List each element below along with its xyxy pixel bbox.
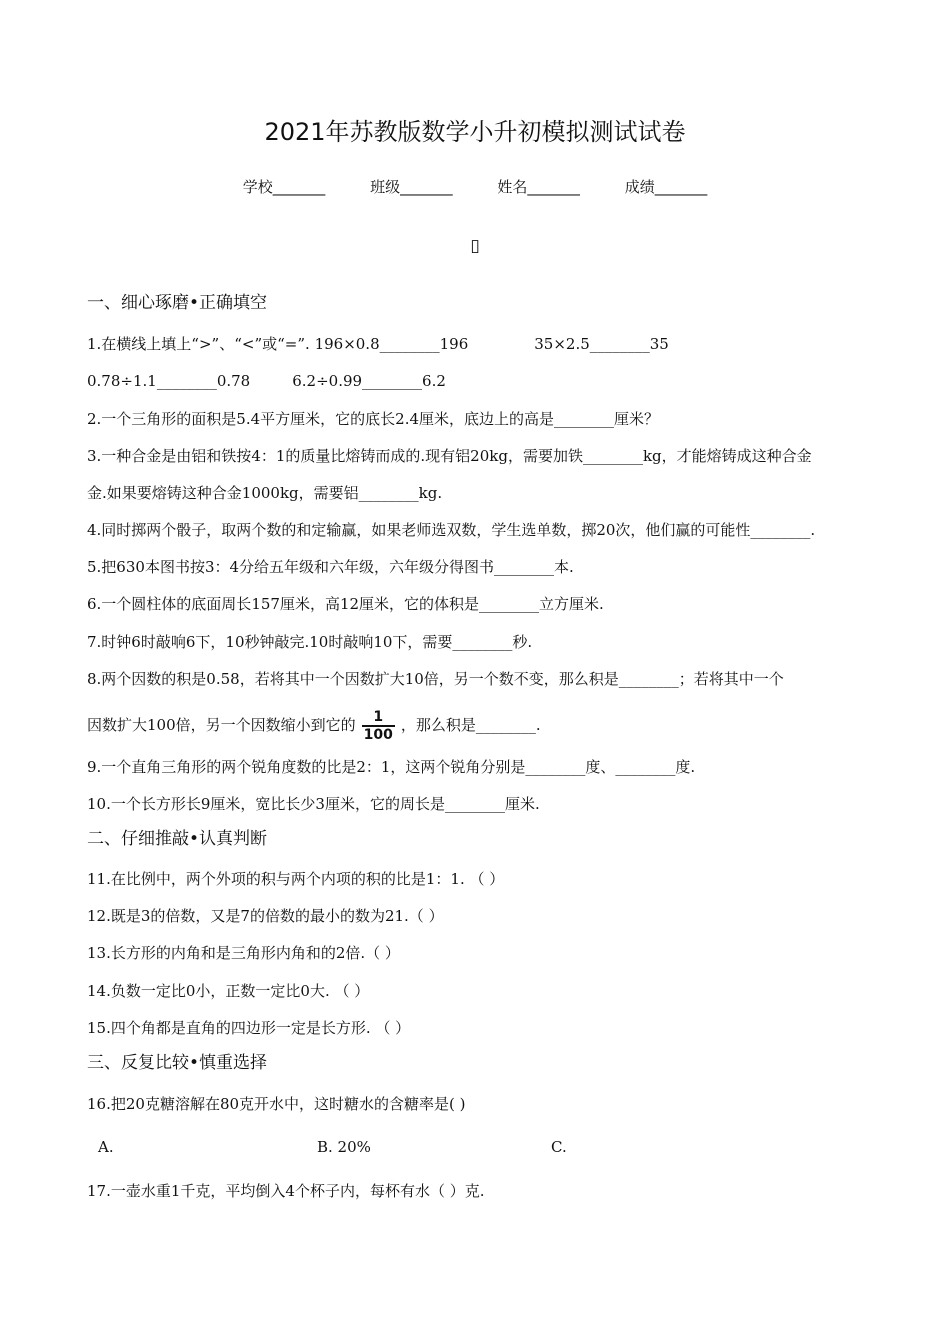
question-8-line-2 — [87, 708, 868, 742]
school-field: 学校_______ — [242, 178, 326, 196]
question-1b: 35×2.5________35 — [534, 335, 669, 353]
question-16-option-a: A. — [98, 1138, 114, 1156]
question-15: 15.四个角都是直角的四边形一定是长方形. （ ） — [87, 1019, 411, 1037]
question-1c: 0.78÷1.1________0.78 — [87, 372, 251, 390]
question-10: 10.一个长方形长9厘米，宽比长少3厘米，它的周长是________厘米. — [87, 795, 540, 813]
question-6: 6.一个圆柱体的底面周长157厘米，高12厘米，它的体积是________立方厘米. — [87, 595, 604, 613]
section-heading-multiple-choice: 三、反复比较•慎重选择 — [87, 1053, 268, 1073]
question-8b-prefix: 因数扩大100倍，另一个因数缩小到它的 — [87, 716, 356, 734]
score-field: 成绩_______ — [624, 178, 708, 196]
question-11: 11.在比例中，两个外项的积与两个内项的积的比是1：1. （ ） — [87, 870, 505, 888]
question-3-line-2: 金.如果要熔铸这种合金1000kg，需要铝________kg. — [87, 484, 443, 502]
question-8-line-1: 8.两个因数的积是0.58，若将其中一个因数扩大10倍，另一个数不变，那么积是________；若将其中一个 — [87, 670, 784, 688]
question-1d: 6.2÷0.99________6.2 — [292, 372, 446, 390]
question-4: 4.同时掷两个骰子，取两个数的和定输赢，如果老师选双数，学生选单数，掷20次，他们赢的可能性________. — [87, 521, 816, 539]
question-12: 12.既是3的倍数，又是7的倍数的最小的数为21.（ ） — [87, 907, 444, 925]
question-16-option-b: B. 20% — [317, 1138, 371, 1156]
question-17: 17.一壶水重1千克，平均倒入4个杯子内，每杯有水（ ）克. — [87, 1182, 485, 1200]
class-field: 班级_______ — [370, 178, 453, 196]
fraction-one-hundredth — [362, 710, 395, 742]
question-8b-suffix: ，那么积是________. — [400, 716, 541, 734]
missing-glyph-icon: ▯ — [470, 236, 480, 256]
question-13: 13.长方形的内角和是三角形内角和的2倍.（ ） — [87, 944, 400, 962]
question-5: 5.把630本图书按3：4分给五年级和六年级，六年级分得图书________本. — [87, 558, 574, 576]
question-16: 16.把20克糖溶解在80克开水中，这时糖水的含糖率是( ) — [87, 1095, 466, 1113]
question-16-option-c: C. — [551, 1138, 567, 1156]
question-9: 9.一个直角三角形的两个锐角度数的比是2：1，这两个锐角分别是________度、________度. — [87, 758, 696, 776]
question-1-line-1 — [87, 334, 868, 354]
question-1a: 1.在横线上填上“>”、“<”或“=”. 196×0.8________196 — [87, 335, 469, 353]
name-field: 姓名_______ — [497, 178, 580, 196]
question-1-line-2 — [87, 371, 868, 391]
fraction-denominator: 100 — [363, 727, 393, 743]
section-heading-true-false: 二、仔细推敲•认真判断 — [87, 829, 268, 849]
question-14: 14.负数一定比0小，正数一定比0大. （ ） — [87, 982, 370, 1000]
question-2: 2.一个三角形的面积是5.4平方厘米，它的底长2.4厘米，底边上的高是________厘米？ — [87, 410, 660, 428]
question-3-line-1: 3.一种合金是由铝和铁按4：1的质量比熔铸而成的.现有铝20kg，需要加铁________kg，才能熔铸成这种合金 — [87, 447, 812, 465]
section-heading-fill-blank: 一、细心琢磨•正确填空 — [87, 293, 268, 313]
fraction-numerator: 1 — [373, 709, 384, 725]
page-title: 2021年苏教版数学小升初模拟测试试卷 — [264, 118, 686, 146]
question-7: 7.时钟6时敲响6下，10秒钟敲完.10时敲响10下，需要________秒. — [87, 633, 533, 651]
student-info-fields — [0, 176, 950, 197]
